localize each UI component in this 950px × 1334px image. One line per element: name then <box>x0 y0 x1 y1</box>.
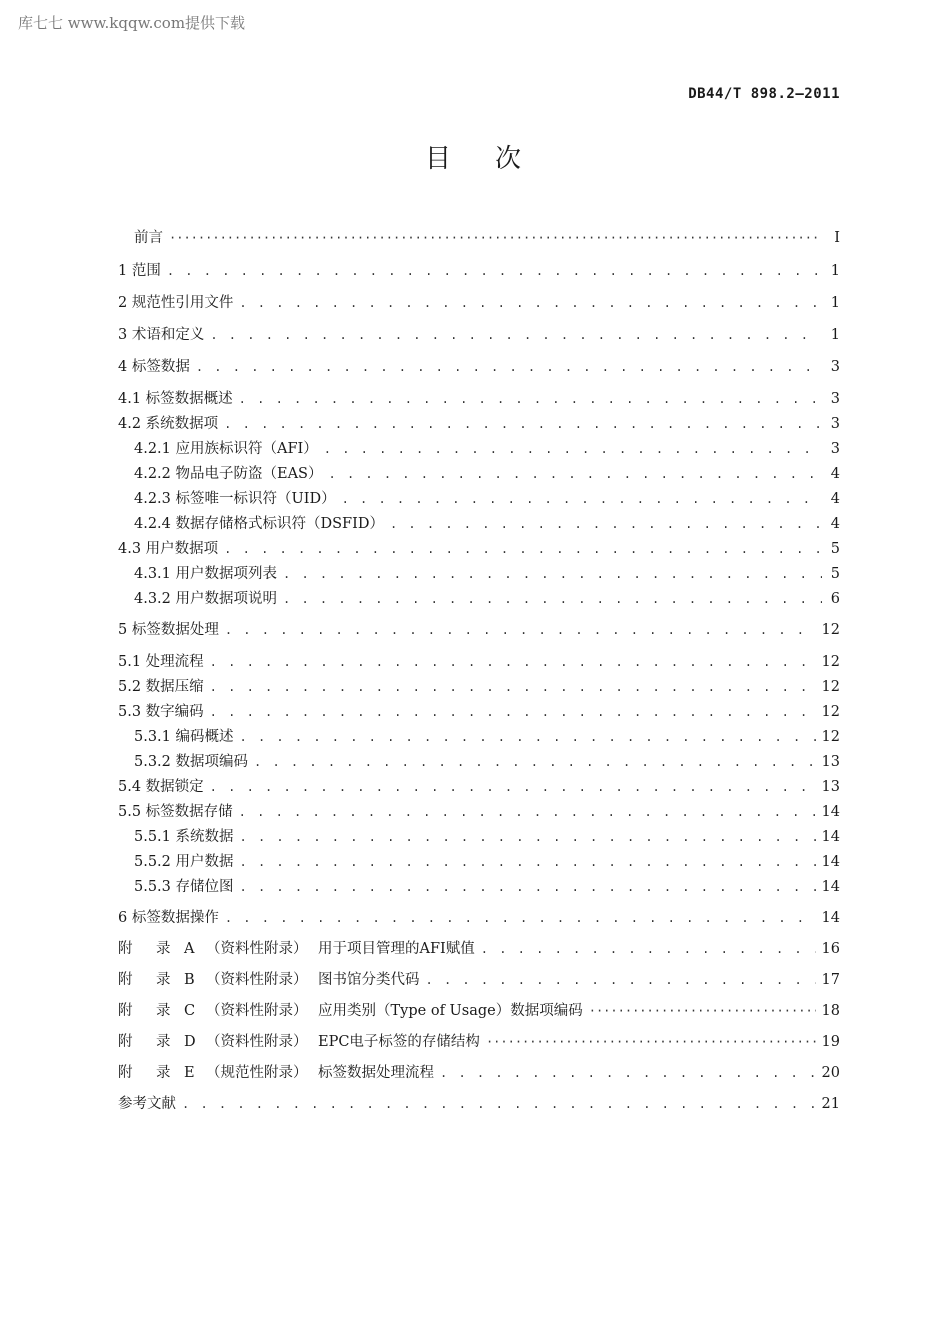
leader-dots <box>440 1066 816 1080</box>
toc-page: 1 <box>830 327 840 343</box>
toc-page: 17 <box>821 972 840 988</box>
toc-page: 12 <box>821 704 840 720</box>
toc-label: 4.2 系统数据项 <box>118 416 219 432</box>
toc-page: 4 <box>830 466 840 482</box>
appendix-name: 标签数据处理流程 <box>318 1065 434 1081</box>
toc-label: 5.5 标签数据存储 <box>118 804 233 820</box>
toc-entry-2[interactable] <box>118 291 840 317</box>
toc-page: 12 <box>821 729 840 745</box>
leader-dots <box>169 231 822 245</box>
toc-label: 5.5.3 存储位图 <box>134 879 234 895</box>
toc-label: 2 规范性引用文件 <box>118 295 234 311</box>
toc-label: 5.4 数据锁定 <box>118 779 204 795</box>
toc-label: 5.3.1 编码概述 <box>134 729 234 745</box>
toc-page: 5 <box>830 541 840 557</box>
toc-label: 4.2.1 应用族标识符（AFI） <box>134 441 318 457</box>
toc-label: 4 标签数据 <box>118 359 190 375</box>
toc-label: 前言 <box>134 230 163 246</box>
toc-entry-4-2-1[interactable] <box>118 437 840 462</box>
toc-entry-4-1[interactable] <box>118 387 840 412</box>
toc-page: 4 <box>830 491 840 507</box>
leader-dots <box>390 517 822 531</box>
appendix-letter: C <box>184 1003 196 1019</box>
leader-dots <box>329 467 823 481</box>
toc-page: 12 <box>821 679 840 695</box>
toc-page: 14 <box>821 829 840 845</box>
leader-dots <box>210 328 822 342</box>
leader-dots <box>210 655 816 669</box>
appendix-name: 图书馆分类代码 <box>318 972 420 988</box>
appendix-kind: （规范性附录） <box>206 1065 308 1081</box>
toc-label: 6 标签数据操作 <box>118 910 219 926</box>
leader-dots <box>167 264 822 278</box>
toc-entry-references[interactable] <box>118 1092 840 1123</box>
toc-page: 13 <box>821 754 840 770</box>
toc-appendix-d[interactable] <box>118 1030 840 1061</box>
toc-entry-5-2[interactable] <box>118 675 840 700</box>
toc-label: 5.5.2 用户数据 <box>134 854 234 870</box>
leader-dots <box>225 911 816 925</box>
toc-page: 20 <box>821 1065 840 1081</box>
toc-label: 5.3.2 数据项编码 <box>134 754 249 770</box>
appendix-name: 应用类别（Type of Usage）数据项编码 <box>318 1003 583 1019</box>
leader-dots <box>225 623 816 637</box>
appendix-name: EPC电子标签的存储结构 <box>318 1034 480 1050</box>
leader-dots <box>239 392 822 406</box>
toc-entry-4-2-2[interactable] <box>118 462 840 487</box>
toc-label: 4.3.1 用户数据项列表 <box>134 566 278 582</box>
toc-label: 5.2 数据压缩 <box>118 679 204 695</box>
toc-entry-5-5-1[interactable] <box>118 825 840 850</box>
appendix-kind: （资料性附录） <box>206 1034 308 1050</box>
toc-page: 14 <box>821 804 840 820</box>
toc-page: 19 <box>821 1034 840 1050</box>
toc-appendix-b[interactable] <box>118 968 840 999</box>
toc-entry-4[interactable] <box>118 355 840 381</box>
toc-entry-5-5[interactable] <box>118 800 840 825</box>
leader-dots <box>240 880 816 894</box>
appendix-prefix-fu: 附 <box>118 1065 133 1081</box>
appendix-kind: （资料性附录） <box>206 972 308 988</box>
leader-dots <box>182 1097 816 1111</box>
leader-dots <box>240 830 816 844</box>
toc-entry-4-3[interactable] <box>118 537 840 562</box>
toc-label: 4.2.2 物品电子防盗（EAS） <box>134 466 323 482</box>
appendix-prefix-lu: 录 <box>156 1034 171 1050</box>
toc-entry-5-3-2[interactable] <box>118 750 840 775</box>
toc-page: 1 <box>830 295 840 311</box>
toc-page: 18 <box>821 1003 840 1019</box>
leader-dots <box>210 780 816 794</box>
toc-page: 3 <box>830 359 840 375</box>
appendix-label <box>118 999 583 1020</box>
leader-dots <box>210 705 816 719</box>
leader-dots <box>239 296 822 310</box>
appendix-label <box>118 968 420 989</box>
toc-appendix-c[interactable] <box>118 999 840 1030</box>
toc-entry-1[interactable] <box>118 259 840 285</box>
toc-entry-5-3[interactable] <box>118 700 840 725</box>
toc-label: 4.2.4 数据存储格式标识符（DSFID） <box>134 516 384 532</box>
toc-page: 4 <box>830 516 840 532</box>
toc-page: 14 <box>821 910 840 926</box>
toc-page: 13 <box>821 779 840 795</box>
appendix-letter: A <box>184 941 195 957</box>
appendix-kind: （资料性附录） <box>206 941 308 957</box>
leader-dots <box>224 417 822 431</box>
leader-dots <box>224 542 822 556</box>
appendix-letter: B <box>184 972 195 988</box>
appendix-label <box>118 937 475 958</box>
leader-dots <box>254 755 816 769</box>
appendix-prefix-lu: 录 <box>156 1065 171 1081</box>
toc-page: 3 <box>830 391 840 407</box>
toc-entry-5-1[interactable] <box>118 650 840 675</box>
leader-dots <box>486 1035 816 1049</box>
appendix-prefix-fu: 附 <box>118 1003 133 1019</box>
toc-appendix-a[interactable] <box>118 937 840 968</box>
toc-label: 4.2.3 标签唯一标识符（UID） <box>134 491 336 507</box>
toc-page: 21 <box>821 1096 840 1112</box>
toc-label: 5.5.1 系统数据 <box>134 829 234 845</box>
toc-entry-5-3-1[interactable] <box>118 725 840 750</box>
leader-dots <box>342 492 822 506</box>
toc-page: 1 <box>830 263 840 279</box>
toc-entry-5-5-2[interactable] <box>118 850 840 875</box>
leader-dots <box>240 855 816 869</box>
leader-dots <box>196 360 822 374</box>
leader-dots <box>589 1004 816 1018</box>
leader-dots <box>240 730 816 744</box>
toc-entry-6[interactable] <box>118 906 840 932</box>
toc-label: 5 标签数据处理 <box>118 622 219 638</box>
leader-dots <box>283 567 822 581</box>
toc-label: 4.3 用户数据项 <box>118 541 219 557</box>
toc-label: 1 范围 <box>118 263 161 279</box>
toc-label: 参考文献 <box>118 1096 176 1112</box>
table-of-contents <box>118 226 840 1123</box>
toc-entry-4-3-1[interactable] <box>118 562 840 587</box>
toc-entry-5[interactable] <box>118 618 840 644</box>
toc-entry-preface[interactable] <box>118 226 840 252</box>
toc-entry-5-5-3[interactable] <box>118 875 840 900</box>
standard-number: DB44/T 898.2—2011 <box>688 86 840 102</box>
appendix-letter: E <box>184 1065 195 1081</box>
appendix-name: 用于项目管理的AFI赋值 <box>318 941 475 957</box>
leader-dots <box>324 442 822 456</box>
appendix-label <box>118 1030 480 1051</box>
toc-page: 3 <box>830 416 840 432</box>
toc-page: 6 <box>830 591 840 607</box>
leader-dots <box>283 592 822 606</box>
toc-entry-4-2[interactable] <box>118 412 840 437</box>
appendix-prefix-fu: 附 <box>118 1034 133 1050</box>
appendix-prefix-fu: 附 <box>118 941 133 957</box>
toc-label: 5.3 数字编码 <box>118 704 204 720</box>
toc-entry-4-2-4[interactable] <box>118 512 840 537</box>
leader-dots <box>239 805 816 819</box>
page-title: 目次 <box>424 144 565 174</box>
leader-dots <box>481 942 816 956</box>
toc-label: 4.3.2 用户数据项说明 <box>134 591 278 607</box>
toc-page: Ⅰ <box>834 230 840 246</box>
toc-page: 5 <box>830 566 840 582</box>
leader-dots <box>210 680 816 694</box>
toc-page: 14 <box>821 879 840 895</box>
toc-label: 5.1 处理流程 <box>118 654 204 670</box>
leader-dots <box>426 973 816 987</box>
toc-appendix-e[interactable] <box>118 1061 840 1092</box>
toc-entry-4-2-3[interactable] <box>118 487 840 512</box>
toc-entry-3[interactable] <box>118 323 840 349</box>
toc-page: 3 <box>830 441 840 457</box>
toc-entry-5-4[interactable] <box>118 775 840 800</box>
appendix-prefix-fu: 附 <box>118 972 133 988</box>
toc-page: 12 <box>821 622 840 638</box>
appendix-prefix-lu: 录 <box>156 1003 171 1019</box>
appendix-prefix-lu: 录 <box>156 972 171 988</box>
appendix-label <box>118 1061 434 1082</box>
appendix-kind: （资料性附录） <box>206 1003 308 1019</box>
watermark-text: 库七七 www.kqqw.com提供下载 <box>18 14 246 32</box>
toc-label: 4.1 标签数据概述 <box>118 391 233 407</box>
toc-label: 3 术语和定义 <box>118 327 205 343</box>
appendix-letter: D <box>184 1034 196 1050</box>
toc-entry-4-3-2[interactable] <box>118 587 840 612</box>
toc-page: 14 <box>821 854 840 870</box>
toc-page: 16 <box>821 941 840 957</box>
toc-page: 12 <box>821 654 840 670</box>
appendix-prefix-lu: 录 <box>156 941 171 957</box>
